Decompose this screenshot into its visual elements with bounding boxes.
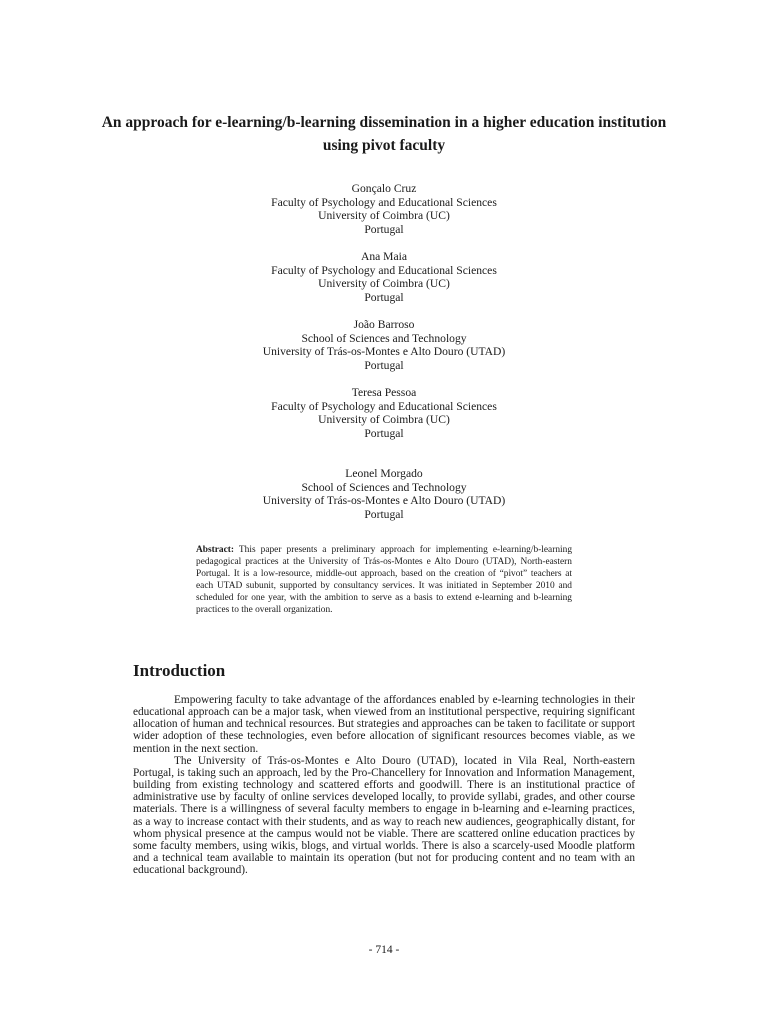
author-institution: University of Coimbra (UC): [318, 277, 450, 291]
author-entry: [150, 318, 618, 372]
abstract-label: Abstract:: [196, 545, 235, 555]
author-institution: University of Coimbra (UC): [318, 413, 450, 427]
author-country: Portugal: [364, 290, 404, 304]
author-affiliation: School of Sciences and Technology: [301, 331, 467, 345]
author-name: Ana Maia: [360, 249, 408, 263]
author-entry: [150, 467, 618, 521]
paragraph: Empowering faculty to take advantage of the affordances enabled by e-learning technologies in their educational approach can be a major task, when viewed from an institutional perspective, requiring significant allocation of human and technical resources. But strategies and approaches can be taken to facilitate or support wider adoption of these technologies, even before allocation of significant resources becomes viable, as we mention in the next section.: [133, 694, 635, 755]
author-country: Portugal: [364, 508, 404, 522]
author-country: Portugal: [364, 222, 404, 236]
section-heading-introduction: Introduction: [133, 661, 226, 680]
author-name: Leonel Morgado: [345, 467, 423, 481]
introduction-body: [133, 694, 635, 876]
author-entry: [150, 250, 618, 304]
author-entry: [150, 386, 618, 440]
author-affiliation: Faculty of Psychology and Educational Sciences: [271, 399, 497, 413]
author-institution: University of Trás-os-Montes e Alto Douro (UTAD): [262, 345, 506, 359]
author-block: [150, 182, 618, 522]
author-affiliation: Faculty of Psychology and Educational Sciences: [271, 263, 497, 277]
author-country: Portugal: [364, 426, 404, 440]
abstract: [196, 545, 572, 616]
author-affiliation: School of Sciences and Technology: [301, 480, 467, 494]
author-affiliation: Faculty of Psychology and Educational Sciences: [271, 195, 497, 209]
paragraph: The University of Trás-os-Montes e Alto Douro (UTAD), located in Vila Real, North-eastern Portugal, is taking such an approach, led by the Pro-Chancellery for Innovation and Information Management, building from existing technology and scattered efforts and goodwill. There is an institutional practice of administrative use by faculty of online services developed locally, to provide syllabi, grades, and other course materials. There is a willingness of several faculty members to engage in b-learning and e-learning practices, as a way to increase contact with their students, and as way to reach new audiences, geographically distant, for whom physical presence at the campus would not be viable. There are scattered online education practices by some faculty members, using wikis, blogs, and virtual worlds. There is also a scarcely-used Moodle platform and a technical team available to maintain its operation (but not for producing content and no team with an educational background).: [133, 754, 635, 877]
paper-title: An approach for e-learning/b-learning dissemination in a higher education institution using pivot faculty: [101, 114, 667, 154]
author-name: Teresa Pessoa: [351, 385, 417, 399]
author-name: Gonçalo Cruz: [351, 182, 417, 195]
author-country: Portugal: [364, 358, 404, 372]
author-name: João Barroso: [353, 317, 415, 331]
author-institution: University of Trás-os-Montes e Alto Douro (UTAD): [262, 494, 506, 508]
author-institution: University of Coimbra (UC): [318, 209, 450, 223]
abstract-text: This paper presents a preliminary approach for implementing e-learning/b-learning pedagogical practices at the University of Trás-os-Montes e Alto Douro (UTAD), North-eastern Portugal. It is a low-resource, middle-out approach, based on the creation of “pivot” teachers at each UTAD subunit, supported by consultancy services. It was initiated in September 2010 and scheduled for one year, with the ambition to serve as a basis to extend e-learning and b-learning practices to the overall organization.: [196, 545, 573, 615]
author-entry: [150, 182, 618, 236]
page-number: - 714 -: [368, 944, 400, 956]
